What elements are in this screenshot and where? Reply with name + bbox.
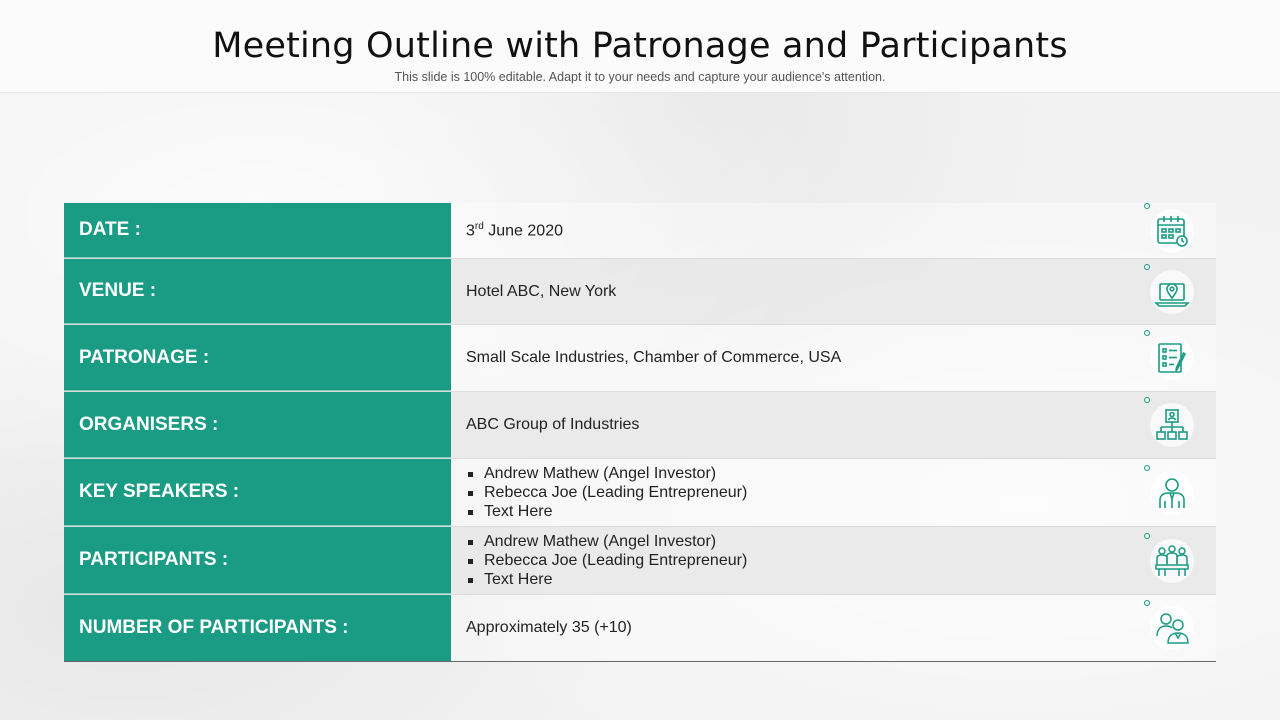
checklist-icon — [1150, 336, 1194, 380]
table-row-organisers — [64, 392, 1216, 459]
table-row-number-of-participants — [64, 595, 1216, 661]
table-row-key-speakers — [64, 459, 1216, 527]
row-label-participants: PARTICIPANTS : — [64, 527, 451, 594]
list-item: Andrew Mathew (Angel Investor) — [466, 532, 747, 551]
table-row-participants — [64, 527, 1216, 595]
list-item: Text Here — [466, 570, 747, 589]
row-value-patronage — [451, 325, 1216, 391]
page-subtitle: This slide is 100% editable. Adapt it to your needs and capture your audience's attention. — [394, 70, 886, 84]
row-label-date: DATE : — [64, 203, 451, 258]
list-item: Rebecca Joe (Leading Entrepreneur) — [466, 551, 747, 570]
row-value-venue — [451, 259, 1216, 324]
row-value-organisers — [451, 392, 1216, 458]
speaker-icon — [1150, 471, 1194, 515]
slide-header — [0, 0, 1280, 93]
row-label-organisers: ORGANISERS : — [64, 392, 451, 458]
list-item: Text Here — [466, 502, 747, 521]
org-chart-icon — [1150, 403, 1194, 447]
meeting-outline-table — [64, 203, 1216, 662]
calendar-icon — [1150, 209, 1194, 253]
table-row-date — [64, 203, 1216, 259]
row-value-date — [451, 203, 1216, 258]
row-label-key-speakers: KEY SPEAKERS : — [64, 459, 451, 526]
row-value-key-speakers — [451, 459, 1216, 526]
row-value-number-of-participants — [451, 595, 1216, 661]
laptop-location-icon — [1150, 270, 1194, 314]
people-count-icon — [1150, 606, 1194, 650]
group-icon — [1150, 539, 1194, 583]
list-item: Rebecca Joe (Leading Entrepreneur) — [466, 483, 747, 502]
table-row-patronage — [64, 325, 1216, 392]
organisers-value: ABC Group of Industries — [466, 416, 640, 433]
table-row-venue — [64, 259, 1216, 325]
row-value-participants — [451, 527, 1216, 594]
participants-list — [466, 532, 747, 589]
row-label-venue: VENUE : — [64, 259, 451, 324]
row-label-number-of-participants: NUMBER OF PARTICIPANTS : — [64, 595, 451, 661]
page-title: Meeting Outline with Patronage and Participants — [212, 26, 1068, 66]
key-speakers-list — [466, 464, 747, 521]
venue-value: Hotel ABC, New York — [466, 282, 617, 300]
row-label-patronage: PATRONAGE : — [64, 325, 451, 391]
number-of-participants-value: Approximately 35 (+10) — [466, 619, 632, 636]
date-value: 3rd June 2020 — [466, 220, 563, 240]
list-item: Andrew Mathew (Angel Investor) — [466, 464, 747, 483]
patronage-value: Small Scale Industries, Chamber of Commerce, USA — [466, 349, 842, 366]
